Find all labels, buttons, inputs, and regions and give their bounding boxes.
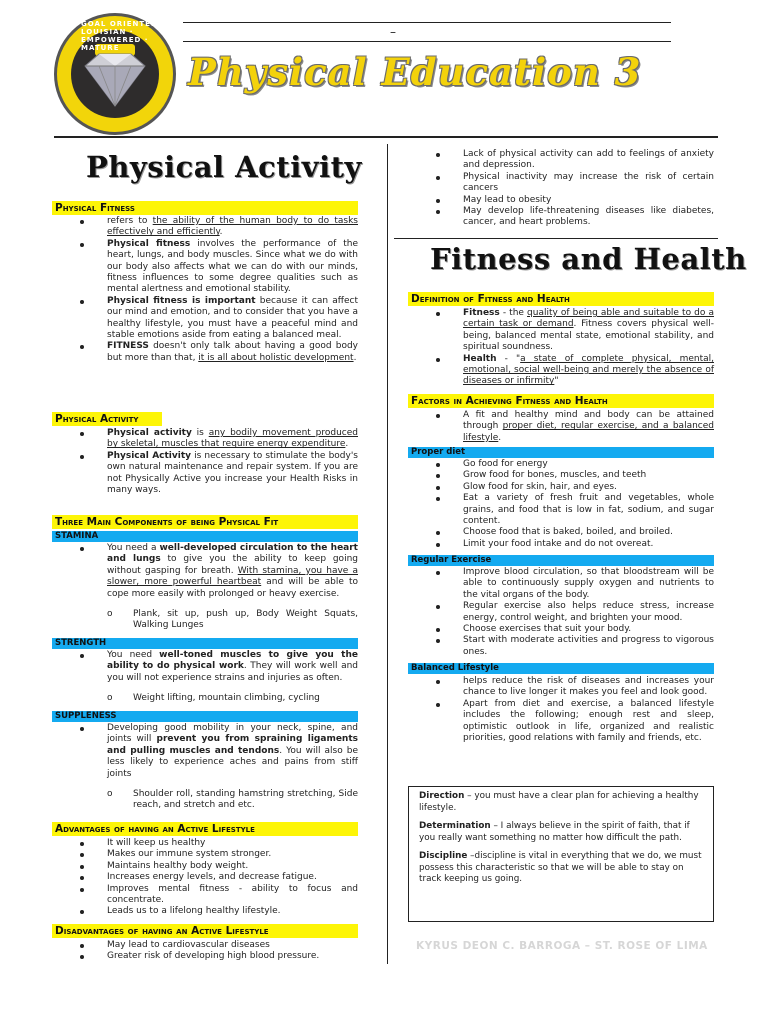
list-definition [436, 308, 714, 388]
list-item-text: Limit your food intake and do not overeat. [463, 538, 654, 549]
list-item [80, 906, 358, 917]
list-item [436, 539, 714, 550]
section-title-fitness-health: Fitness and Health [430, 242, 747, 276]
bullet-icon [436, 486, 440, 490]
heading-three-components: Three Main Components of being Physical Fit [52, 515, 358, 529]
bullet-icon [436, 153, 440, 157]
list-regular-exercise [436, 567, 714, 658]
list-item: Physical activity is any bodily movement produced by skeletal, muscles that require energy expenditure. [80, 428, 358, 451]
list-item [436, 195, 714, 206]
list-item [436, 567, 714, 601]
list-item [436, 635, 714, 658]
list-item: You need well-toned muscles to give you the ability to do physical work. They will work well and you will not experience strains and injuries as often. [80, 650, 358, 684]
list-item-text: It will keep us healthy [107, 838, 206, 848]
list-item: Fitness - the quality of being able and suitable to do a certain task or demand. Fitness covers physical well-being, balanced mental state, emotional stability, and spiritual soundness. [436, 308, 714, 354]
list-item-text: Makes our immune system stronger. [107, 849, 272, 860]
list-item-text: Go food for energy [463, 459, 548, 469]
school-logo [54, 13, 176, 135]
list-item: refers to the ability of the human body to do tasks effectively and efficiently. [80, 216, 358, 239]
list-item [436, 676, 714, 699]
list-suppleness [80, 723, 358, 821]
list-item [436, 493, 714, 527]
label-balanced-lifestyle: Balanced Lifestyle [408, 663, 714, 674]
sub-item: o Plank, sit up, push up, Body Weight Squats, Walking Lunges [107, 609, 358, 631]
bullet-icon [436, 531, 440, 535]
list-item [436, 172, 714, 195]
sub-item: o Weight lifting, mountain climbing, cycling [107, 693, 320, 704]
list-item: Physical fitness involves the performance of the heart, lungs, and body muscles. Since what we do with our body also affects what we can do with our minds, fitness influences to some degree qualities such as mental alertness and emotional stability. [80, 239, 358, 296]
list-item-text: Start with moderate activities and progress to vigorous ones. [463, 635, 714, 657]
list-factors [436, 410, 714, 444]
label-proper-diet: Proper diet [408, 447, 714, 458]
list-balanced-lifestyle [436, 676, 714, 744]
list-item-text: Improves mental fitness - ability to focus and concentrate. [107, 883, 358, 906]
list-item-text: May lead to obesity [463, 194, 552, 205]
bullet-icon [80, 853, 84, 857]
list-item [436, 601, 714, 624]
author-footer: KYRUS DEON C. BARROGA – ST. ROSE OF LIMA [416, 940, 708, 952]
list-item [436, 527, 714, 538]
list-item: FITNESS doesn't only talk about having a good body but more than that, it is all about holistic development. [80, 341, 358, 364]
list-item-text: May lead to cardiovascular diseases [107, 940, 270, 950]
list-item-text: Maintains healthy body weight. [107, 860, 249, 871]
list-physical-fitness [80, 216, 358, 364]
bullet-icon [436, 703, 440, 707]
label-stamina: STAMINA [52, 531, 358, 542]
three-d-box [408, 786, 714, 922]
list-item [436, 699, 714, 745]
bullet-icon [436, 176, 440, 180]
bullet-icon [436, 463, 440, 467]
bullet-icon [436, 628, 440, 632]
header-rule-top [183, 22, 671, 23]
bullet-icon [436, 639, 440, 643]
list-item [80, 951, 358, 962]
bullet-icon [436, 497, 440, 501]
bullet-icon [436, 210, 440, 214]
list-item [80, 861, 358, 872]
list-stamina [80, 543, 358, 641]
list-item-text: Apart from diet and exercise, a balanced lifestyle includes the following; enough rest and sleep, optimistic outlook in life, organized and realistic priorities, good relations with family and friends, etc. [463, 698, 714, 744]
list-proper-diet [436, 459, 714, 550]
bullet-icon [80, 865, 84, 869]
heading-definition: Definition of Fitness and Health [408, 292, 714, 306]
bullet-icon [436, 571, 440, 575]
list-item-text: Regular exercise also helps reduce stress, increase energy, control weight, and brighten your mood. [463, 601, 714, 623]
list-item-text: Eat a variety of fresh fruit and vegetables, whole grains, and food that is low in fat, sodium, and sugar content. [463, 493, 714, 527]
list-item: Developing good mobility in your neck, spine, and joints will prevent you from spraining ligaments and pulling muscles and tendons. You will also be less likely to experience aches and pains from stiff joints [80, 723, 358, 780]
list-advantages [80, 838, 358, 918]
list-strength [80, 650, 358, 714]
bullet-icon [80, 842, 84, 846]
heading-advantages: Advantages of having an Active Lifestyle [52, 822, 358, 836]
list-disadvantages-continued [436, 149, 714, 229]
bullet-icon [80, 910, 84, 914]
list-item-text: Choose exercises that suit your body. [463, 624, 632, 635]
bullet-icon [80, 944, 84, 948]
list-item [436, 149, 714, 172]
list-item-text: Improve blood circulation, so that bloodstream will be able to continuously supply oxygen and nutrients to the vital organs of the body. [463, 567, 714, 600]
bullet-icon [80, 876, 84, 880]
list-item-text: Leads us to a lifelong healthy lifestyle. [107, 906, 281, 917]
list-item-text: Grow food for bones, muscles, and teeth [463, 470, 647, 481]
logo-motto: GOAL ORIENTED · LOUISIAN · EMPOWERED · MATURE [81, 20, 165, 52]
bullet-icon [436, 199, 440, 203]
list-item-text: Increases energy levels, and decrease fatigue. [107, 872, 317, 883]
page-title: Physical Education 3 [188, 50, 642, 94]
list-item [436, 624, 714, 635]
list-item [436, 206, 714, 229]
list-item [436, 482, 714, 493]
list-item [436, 459, 714, 470]
heading-physical-fitness: Physical Fitness [52, 201, 358, 215]
list-disadvantages [80, 940, 358, 963]
header-rule-bottom [183, 41, 671, 42]
box-discipline: Discipline –discipline is vital in everything that we do, we must possess this characteristic so that we will be able to stay on track keeping us going. [419, 851, 702, 884]
list-item-text: helps reduce the risk of diseases and increases your chance to live longer it makes you feel and look good. [463, 676, 714, 698]
list-item [80, 872, 358, 883]
label-regular-exercise: Regular Exercise [408, 555, 714, 566]
list-item-text: Glow food for skin, hair, and eyes. [463, 481, 617, 492]
bullet-icon [436, 543, 440, 547]
label-strength: STRENGTH [52, 638, 358, 649]
header-dash: – [390, 25, 396, 39]
list-item [80, 884, 358, 907]
list-item-text: May develop life-threatening diseases like diabetes, cancer, and heart problems. [463, 206, 714, 228]
bullet-icon [80, 888, 84, 892]
list-item-text: Greater risk of developing high blood pressure. [107, 951, 320, 962]
list-item: Health - "a state of complete physical, mental, emotional, social well-being and merely the absence of diseases or infirmity" [436, 354, 714, 388]
list-item: Physical fitness is important because it can affect our mind and emotion, and to consider that you have a healthy lifestyle, you must have a peaceful mind and stable emotions aside from eating a balanced meal. [80, 296, 358, 342]
box-direction: Direction – you must have a clear plan for achieving a healthy lifestyle. [419, 791, 699, 813]
label-suppleness: SUPPLENESS [52, 711, 358, 722]
list-item: You need a well-developed circulation to the heart and lungs to give you the ability to keep going without gasping for breath. With stamina, you have a slower, more powerful heartbeat and will be able to cope more easily with prolonged or heavy exercise. [80, 543, 358, 600]
list-item-text: Choose food that is baked, boiled, and broiled. [463, 527, 673, 538]
box-determination: Determination – I always believe in the spirit of faith, that if you really want something no matter how difficult the path. [419, 821, 690, 843]
list-item [80, 838, 358, 849]
heading-factors: Factors in Achieving Fitness and Health [408, 394, 714, 408]
list-item: A fit and healthy mind and body can be attained through proper diet, regular exercise, and a balanced lifestyle. [436, 410, 714, 444]
list-item-text: Physical inactivity may increase the risk of certain cancers [463, 171, 714, 194]
right-divider [394, 238, 718, 239]
list-item: Physical Activity is necessary to stimulate the body's own natural maintenance and repair system. If you are not Physically Active you increase your Health Risks in many ways. [80, 451, 358, 497]
list-item [80, 940, 358, 951]
sub-item: o Shoulder roll, standing hamstring stretching, Side reach, and stretch and etc. [107, 789, 358, 811]
column-divider [387, 144, 388, 964]
list-item-text: Lack of physical activity can add to feelings of anxiety and depression. [463, 149, 714, 171]
list-item [436, 470, 714, 481]
bullet-icon [436, 680, 440, 684]
section-title-physical-activity: Physical Activity [86, 150, 362, 184]
header-divider [54, 136, 718, 138]
list-item [80, 849, 358, 860]
heading-physical-activity: Physical Activity [52, 412, 162, 426]
heading-disadvantages: Disadvantages of having an Active Lifestyle [52, 924, 358, 938]
bullet-icon [436, 474, 440, 478]
list-physical-activity [80, 428, 358, 496]
bullet-icon [80, 955, 84, 959]
bullet-icon [436, 605, 440, 609]
